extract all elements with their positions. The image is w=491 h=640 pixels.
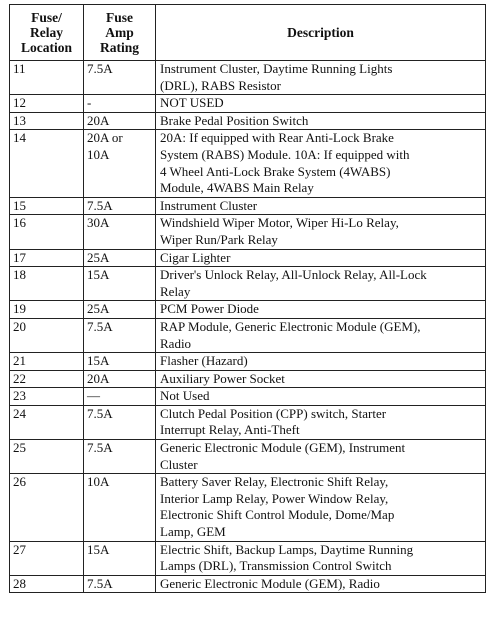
rating-line: 20A xyxy=(87,370,110,386)
description-line: Driver's Unlock Relay, All-Unlock Relay, All-Lock xyxy=(160,267,427,283)
rating-line: 15A xyxy=(87,267,110,283)
description-line: Wiper Run/Park Relay xyxy=(160,231,278,247)
table-row xyxy=(10,405,486,439)
description-line: Instrument Cluster xyxy=(160,197,258,213)
rating-cell xyxy=(84,267,156,301)
rating-cell xyxy=(84,249,156,267)
description-line: Brake Pedal Position Switch xyxy=(160,112,309,128)
table-row xyxy=(10,130,486,197)
table-row xyxy=(10,388,486,406)
description-line: Not Used xyxy=(160,388,210,404)
rating-line: 30A xyxy=(87,215,110,231)
rating-cell xyxy=(84,215,156,249)
table-row xyxy=(10,440,486,474)
rating-cell xyxy=(84,61,156,95)
header-rating xyxy=(84,5,156,61)
description-line: 4 Wheel Anti-Lock Brake System (4WABS) xyxy=(160,163,391,179)
header-rating-line: Fuse xyxy=(106,10,133,25)
description-cell xyxy=(156,197,486,215)
description-cell xyxy=(156,575,486,593)
location-cell: 13 xyxy=(10,112,84,130)
table-row xyxy=(10,95,486,113)
description-line: Lamps (DRL), Transmission Control Switch xyxy=(160,558,392,574)
description-cell xyxy=(156,215,486,249)
rating-cell xyxy=(84,353,156,371)
description-cell xyxy=(156,541,486,575)
rating-line: 25A xyxy=(87,301,110,317)
description-line: NOT USED xyxy=(160,95,224,111)
table-row xyxy=(10,197,486,215)
description-cell xyxy=(156,318,486,352)
table-row xyxy=(10,575,486,593)
description-line: Electronic Shift Control Module, Dome/Map xyxy=(160,507,395,523)
description-line: Instrument Cluster, Daytime Running Lights xyxy=(160,61,393,76)
rating-cell xyxy=(84,541,156,575)
header-row xyxy=(10,5,486,61)
location-cell: 18 xyxy=(10,267,84,301)
description-line: Radio xyxy=(160,335,192,351)
description-line: Clutch Pedal Position (CPP) switch, Starter xyxy=(160,405,387,421)
header-description: Description xyxy=(156,5,486,61)
location-cell: 28 xyxy=(10,575,84,593)
rating-cell xyxy=(84,575,156,593)
table-body xyxy=(10,61,486,593)
description-line: Lamp, GEM xyxy=(160,524,226,540)
rating-cell xyxy=(84,474,156,541)
table-row xyxy=(10,474,486,541)
description-line: Cluster xyxy=(160,456,198,472)
description-line: Flasher (Hazard) xyxy=(160,353,248,369)
rating-cell xyxy=(84,130,156,197)
rating-line: 15A xyxy=(87,541,110,557)
table-row xyxy=(10,318,486,352)
description-cell xyxy=(156,249,486,267)
table-row xyxy=(10,112,486,130)
description-line: Electric Shift, Backup Lamps, Daytime Running xyxy=(160,541,414,557)
rating-cell xyxy=(84,388,156,406)
rating-cell xyxy=(84,440,156,474)
location-cell: 17 xyxy=(10,249,84,267)
description-line: Auxiliary Power Socket xyxy=(160,370,285,386)
location-cell: 21 xyxy=(10,353,84,371)
rating-cell xyxy=(84,318,156,352)
rating-line: - xyxy=(87,95,92,111)
description-line: 20A: If equipped with Rear Anti-Lock Brake xyxy=(160,130,394,146)
table-row xyxy=(10,215,486,249)
description-cell xyxy=(156,130,486,197)
table-row xyxy=(10,249,486,267)
header-location-line: Relay xyxy=(30,25,63,40)
description-cell xyxy=(156,440,486,474)
header-location-line: Fuse/ xyxy=(31,10,62,25)
location-cell: 20 xyxy=(10,318,84,352)
rating-cell xyxy=(84,112,156,130)
header-location xyxy=(10,5,84,61)
description-cell xyxy=(156,388,486,406)
header-location-line: Location xyxy=(20,40,72,55)
rating-line: 7.5A xyxy=(87,61,113,76)
description-line: Generic Electronic Module (GEM), Instrument xyxy=(160,440,406,456)
location-cell: 22 xyxy=(10,370,84,388)
rating-cell xyxy=(84,405,156,439)
location-cell: 11 xyxy=(10,61,84,95)
rating-cell xyxy=(84,197,156,215)
description-line: Windshield Wiper Motor, Wiper Hi-Lo Relay, xyxy=(160,215,399,231)
location-cell: 26 xyxy=(10,474,84,541)
description-cell xyxy=(156,370,486,388)
rating-line: 7.5A xyxy=(87,405,113,421)
rating-line: 20A xyxy=(87,112,110,128)
table-row xyxy=(10,370,486,388)
description-cell xyxy=(156,267,486,301)
rating-line: 20A or xyxy=(87,130,123,146)
description-line: RAP Module, Generic Electronic Module (GEM), xyxy=(160,318,421,334)
description-line: Generic Electronic Module (GEM), Radio xyxy=(160,575,380,591)
location-cell: 12 xyxy=(10,95,84,113)
description-line: PCM Power Diode xyxy=(160,301,259,317)
rating-cell xyxy=(84,370,156,388)
location-cell: 15 xyxy=(10,197,84,215)
description-line: Module, 4WABS Main Relay xyxy=(160,180,314,196)
rating-line: 10A xyxy=(87,474,110,490)
location-cell: 27 xyxy=(10,541,84,575)
table-row xyxy=(10,301,486,319)
location-cell: 14 xyxy=(10,130,84,197)
rating-line: 7.5A xyxy=(87,575,113,591)
rating-line: 7.5A xyxy=(87,440,113,456)
location-cell: 16 xyxy=(10,215,84,249)
rating-line: 7.5A xyxy=(87,318,113,334)
description-line: System (RABS) Module. 10A: If equipped with xyxy=(160,146,410,162)
table-row xyxy=(10,353,486,371)
table-row xyxy=(10,541,486,575)
location-cell: 25 xyxy=(10,440,84,474)
table-row xyxy=(10,61,486,95)
description-line: (DRL), RABS Resistor xyxy=(160,77,281,93)
description-cell xyxy=(156,353,486,371)
rating-line: 7.5A xyxy=(87,197,113,213)
location-cell: 19 xyxy=(10,301,84,319)
table-row xyxy=(10,267,486,301)
description-cell xyxy=(156,301,486,319)
description-cell xyxy=(156,112,486,130)
description-line: Interior Lamp Relay, Power Window Relay, xyxy=(160,490,389,506)
rating-line: 15A xyxy=(87,353,110,369)
description-line: Interrupt Relay, Anti-Theft xyxy=(160,422,300,438)
location-cell: 23 xyxy=(10,388,84,406)
description-line: Battery Saver Relay, Electronic Shift Relay, xyxy=(160,474,389,490)
description-cell xyxy=(156,95,486,113)
description-line: Cigar Lighter xyxy=(160,249,231,265)
header-rating-line: Rating xyxy=(99,40,139,55)
rating-line: 25A xyxy=(87,249,110,265)
description-cell xyxy=(156,405,486,439)
description-cell xyxy=(156,474,486,541)
rating-line: — xyxy=(87,388,100,404)
description-cell xyxy=(156,61,486,95)
rating-cell xyxy=(84,95,156,113)
fuse-relay-table xyxy=(9,4,486,593)
rating-line: 10A xyxy=(87,146,110,162)
location-cell: 24 xyxy=(10,405,84,439)
header-rating-line: Amp xyxy=(105,25,134,40)
rating-cell xyxy=(84,301,156,319)
description-line: Relay xyxy=(160,283,191,299)
